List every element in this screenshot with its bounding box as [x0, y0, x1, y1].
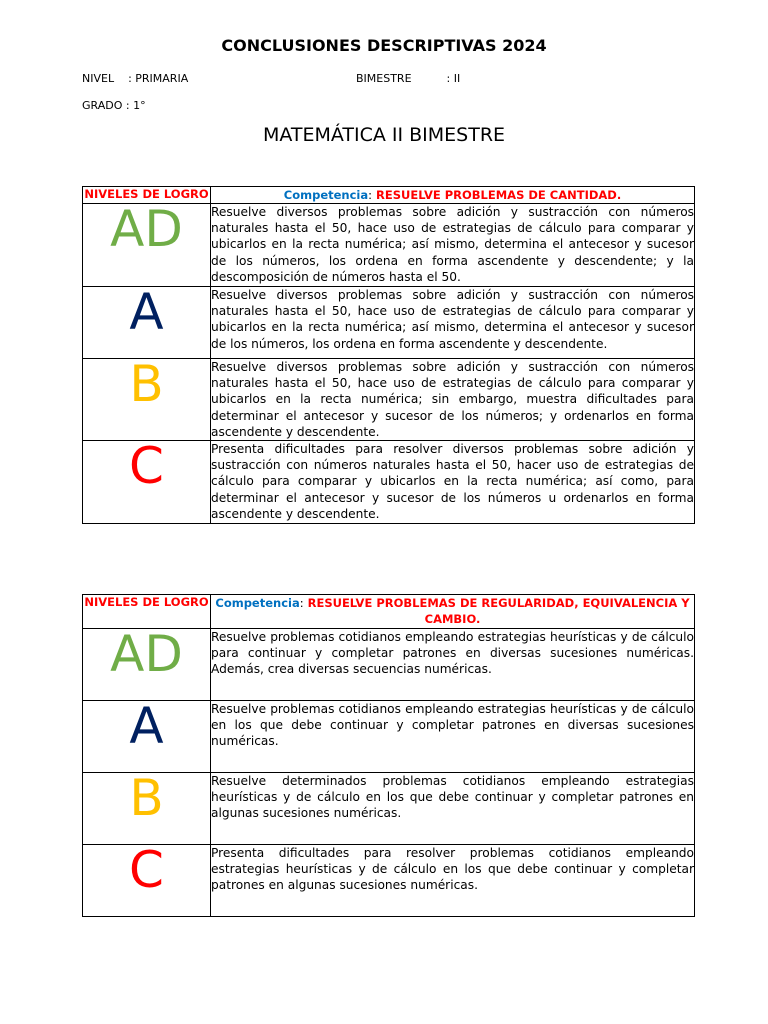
level-b-description: Resuelve diversos problemas sobre adición y sustracción con números naturales hasta el 50, hace uso de estrategias de cálculo para comparar y ubicarlos en la recta numérica; sin embargo, muestra dificultades para determinar el antecesor y sucesor de los números; y ordenarlos en forma ascendente y descendente.: [211, 360, 694, 439]
niveles-header: NIVELES DE LOGRO: [83, 187, 211, 204]
level-c-description: Presenta dificultades para resolver diversos problemas sobre adición y sustracción con números naturales hasta el 50, hacer uso de estrategias de cálculo para comparar y ubicarlos en la recta numérica; así como, para determinar el antecesor y sucesor de los números u ordenarlos en forma ascendente y descendente.: [211, 441, 695, 524]
table-row: [83, 287, 695, 359]
competencia-header: [211, 187, 695, 204]
table-row: [83, 441, 695, 524]
bimestre-label: BIMESTRE : II: [356, 72, 461, 85]
level-a: A: [83, 701, 211, 773]
document-title: CONCLUSIONES DESCRIPTIVAS 2024: [221, 36, 547, 55]
level-a-description: Resuelve problemas cotidianos empleando estrategias heurísticas y de cálculo en los que debe continuar y completar patrones en diversas sucesiones numéricas.: [211, 701, 695, 773]
level-ad: AD: [83, 204, 211, 287]
competencia-colon: :: [299, 596, 304, 610]
level-c: C: [83, 441, 211, 524]
rubric-table-cantidad: [82, 186, 695, 524]
level-ad: AD: [83, 629, 211, 701]
competencia-colon: :: [368, 188, 373, 202]
table-row: [83, 359, 695, 441]
table-row: [83, 204, 695, 287]
level-b: B: [83, 773, 211, 845]
table-row: [83, 701, 695, 773]
table-row: [83, 773, 695, 845]
rubric-table-regularidad: [82, 594, 695, 917]
level-ad-description: Resuelve problemas cotidianos empleando estrategias heurísticas y de cálculo para continuar y completar patrones en diversas sucesiones numéricas. Además, crea diversas secuencias numéricas.: [211, 629, 695, 701]
level-a-description: Resuelve diversos problemas sobre adición y sustracción con números naturales hasta el 50, hace uso de estrategias de cálculo para comparar y ubicarlos en la recta numérica; así mismo, determina el antecesor y sucesor de los números, los ordena en forma ascendente y descendente.: [211, 287, 695, 359]
competencia-name: RESUELVE PROBLEMAS DE REGULARIDAD, EQUIVALENCIA Y CAMBIO.: [307, 596, 690, 626]
niveles-header: NIVELES DE LOGRO: [83, 595, 211, 629]
level-b: B: [83, 359, 211, 441]
table-header-row: [83, 595, 695, 629]
level-a: A: [83, 287, 211, 359]
competencia-header: [211, 595, 695, 629]
subject-title: MATEMÁTICA II BIMESTRE: [262, 124, 506, 146]
level-ad-description: Resuelve diversos problemas sobre adición y sustracción con números naturales hasta el 50, hace uso de estrategias de cálculo para comparar y ubicarlos en la recta numérica; así mismo, determina el antecesor y sucesor de los números, los ordena en forma ascendente y descendente; y la descomposición de números hasta el 50.: [211, 204, 695, 287]
nivel-label: NIVEL : PRIMARIA: [82, 72, 189, 85]
competencia-word: Competencia: [283, 188, 369, 202]
level-c-description: Presenta dificultades para resolver problemas cotidianos empleando estrategias heurísticas y de cálculo en los que debe continuar y completar patrones en algunas sucesiones numéricas.: [211, 845, 695, 917]
level-c: C: [83, 845, 211, 917]
competencia-word: Competencia: [215, 596, 300, 610]
grado-label: GRADO : 1°: [82, 99, 146, 112]
table-row: [83, 845, 695, 917]
table-row: [83, 629, 695, 701]
level-b-description: Resuelve determinados problemas cotidianos empleando estrategias heurísticas y de cálculo en los que debe continuar y completar patrones en algunas sucesiones numéricas.: [211, 773, 695, 845]
competencia-name: RESUELVE PROBLEMAS DE CANTIDAD.: [376, 188, 622, 202]
